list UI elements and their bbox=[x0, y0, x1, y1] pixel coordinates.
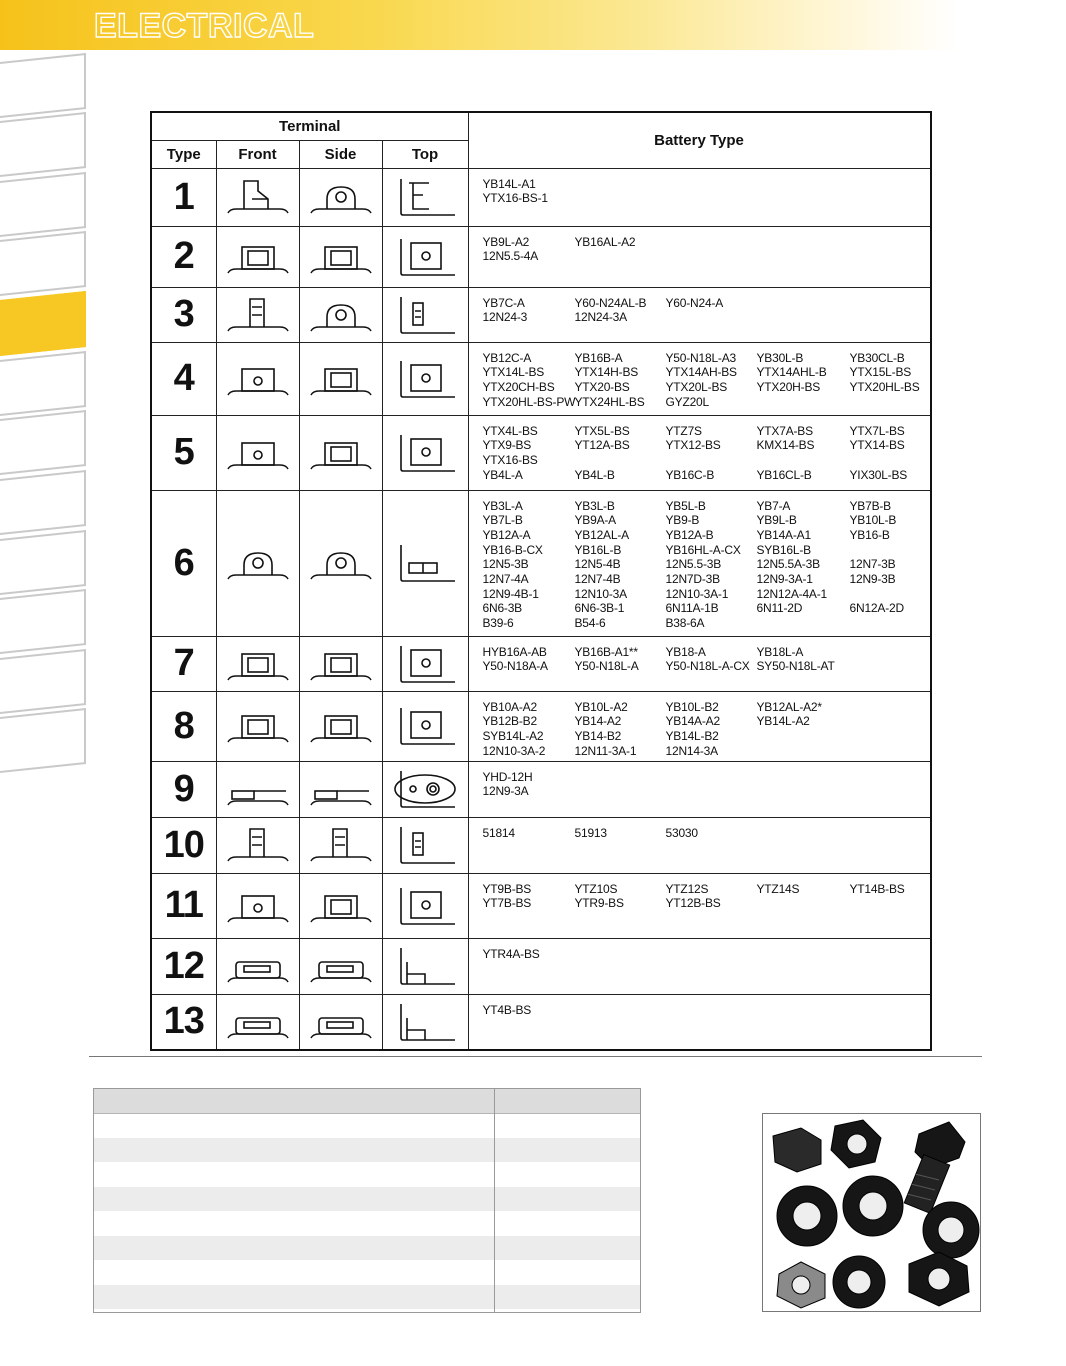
battery-type-code: YB14-B2 bbox=[574, 728, 622, 743]
battery-type-code: YB14L-A1 bbox=[482, 176, 536, 191]
battery-type-code: 12N9-4B-1 bbox=[482, 586, 539, 601]
battery-type-code: YB4L-B bbox=[574, 467, 615, 482]
side-tab[interactable] bbox=[0, 708, 86, 773]
battery-type-code: 12N9-3A bbox=[482, 784, 529, 799]
battery-type-code: 12N24-3 bbox=[482, 310, 528, 325]
terminal-front-cell bbox=[216, 873, 299, 938]
battery-type-code: YB10L-B2 bbox=[665, 699, 719, 714]
terminal-side-3-icon bbox=[305, 293, 377, 337]
battery-type-code: B54-6 bbox=[574, 616, 606, 630]
side-tab[interactable] bbox=[0, 410, 86, 475]
terminal-top-9-icon bbox=[389, 767, 461, 811]
terminal-side-1-icon bbox=[305, 175, 377, 219]
battery-type-header: Battery Type bbox=[468, 112, 931, 168]
section-tabs bbox=[0, 50, 90, 790]
table-row bbox=[151, 168, 931, 226]
battery-type-code: YTX20H-BS bbox=[756, 379, 821, 394]
battery-type-code: YTX15L-BS bbox=[849, 365, 912, 380]
terminal-front-cell bbox=[216, 226, 299, 287]
battery-type-code: 12N9-3A-1 bbox=[756, 571, 813, 586]
battery-type-code: 12N9-3B bbox=[849, 571, 896, 586]
terminal-front-cell bbox=[216, 287, 299, 342]
battery-type-code: 6N12A-2D bbox=[849, 601, 904, 616]
battery-type-code: Y50-N18L-A bbox=[574, 659, 639, 674]
battery-type-code: YB9L-B bbox=[756, 513, 797, 528]
side-tab[interactable] bbox=[0, 589, 86, 654]
terminal-top-cell bbox=[382, 691, 468, 761]
battery-type-code bbox=[850, 700, 930, 715]
terminal-side-cell bbox=[299, 817, 382, 873]
battery-type-code bbox=[850, 645, 930, 660]
type-number: 6 bbox=[151, 490, 216, 636]
terminal-front-13-icon bbox=[222, 1000, 294, 1044]
terminal-front-cell bbox=[216, 168, 299, 226]
terminal-front-cell bbox=[216, 761, 299, 817]
battery-type-code: Y50-N18A-A bbox=[482, 659, 548, 674]
battery-type-code: YTX20CH-BS bbox=[482, 379, 555, 394]
battery-type-code: Y50-N18L-A3 bbox=[665, 350, 737, 365]
battery-type-code: YTX9-BS bbox=[482, 438, 532, 453]
battery-type-cell bbox=[468, 636, 931, 691]
battery-type-code: 6N11-2D bbox=[756, 601, 803, 616]
battery-type-code: YB9L-A2 bbox=[482, 234, 530, 249]
terminal-side-2-icon bbox=[305, 235, 377, 279]
battery-type-code bbox=[757, 235, 850, 250]
battery-type-code: YT9B-BS bbox=[482, 881, 532, 896]
battery-type-code: 12N5.5-4A bbox=[482, 249, 539, 264]
battery-type-code bbox=[757, 729, 850, 744]
battery-type-code: YB14A-A1 bbox=[756, 527, 811, 542]
battery-type-code: YTX5L-BS bbox=[574, 423, 630, 438]
battery-type-code bbox=[850, 543, 930, 558]
type-number: 4 bbox=[151, 342, 216, 415]
terminal-top-cell bbox=[382, 636, 468, 691]
terminal-front-12-icon bbox=[222, 944, 294, 988]
terminal-top-cell bbox=[382, 490, 468, 636]
type-number: 5 bbox=[151, 415, 216, 490]
terminal-front-9-icon bbox=[222, 767, 294, 811]
section-title: ELECTRICAL bbox=[94, 7, 315, 45]
terminal-top-13-icon bbox=[389, 1000, 461, 1044]
type-number: 13 bbox=[151, 994, 216, 1050]
battery-type-cell bbox=[468, 415, 931, 490]
battery-type-code: YTZ14S bbox=[756, 881, 800, 896]
battery-type-cell bbox=[468, 761, 931, 817]
battery-type-code: YB12A-B bbox=[665, 527, 714, 542]
table-row bbox=[151, 817, 931, 873]
battery-type-code: YB14-A2 bbox=[574, 714, 622, 729]
terminal-battery-table bbox=[150, 111, 932, 1051]
terminal-side-cell bbox=[299, 994, 382, 1050]
terminal-top-cell bbox=[382, 761, 468, 817]
battery-type-code: YTX14AHL-B bbox=[756, 365, 827, 380]
table-row bbox=[151, 761, 931, 817]
terminal-front-cell bbox=[216, 994, 299, 1050]
battery-type-code: YTX20HL-BS bbox=[849, 379, 920, 394]
battery-type-code: SYB14L-A2 bbox=[482, 728, 544, 743]
terminal-side-cell bbox=[299, 691, 382, 761]
battery-type-code: YB7B-B bbox=[849, 498, 891, 513]
terminal-front-cell bbox=[216, 817, 299, 873]
terminal-front-1-icon bbox=[222, 175, 294, 219]
terminal-front-cell bbox=[216, 415, 299, 490]
type-column-header: Type bbox=[151, 140, 216, 168]
battery-type-code bbox=[757, 453, 850, 468]
battery-type-code: YB3L-B bbox=[574, 498, 615, 513]
terminal-side-8-icon bbox=[305, 704, 377, 748]
battery-type-code: YB12C-A bbox=[482, 350, 532, 365]
battery-type-code: YB14A-A2 bbox=[665, 714, 720, 729]
terminal-side-9-icon bbox=[305, 767, 377, 811]
battery-type-code bbox=[850, 770, 930, 785]
side-tab[interactable] bbox=[0, 172, 86, 237]
table-row bbox=[151, 415, 931, 490]
spec-table-row bbox=[94, 1187, 640, 1211]
battery-type-code: Y50-N18L-A-CX bbox=[665, 659, 750, 674]
battery-type-code: YTR4A-BS bbox=[482, 946, 540, 961]
battery-type-code: YB30L-B bbox=[756, 350, 804, 365]
battery-type-code: YTX20L-BS bbox=[665, 379, 728, 394]
terminal-front-4-icon bbox=[222, 357, 294, 401]
terminal-top-cell bbox=[382, 287, 468, 342]
battery-type-code bbox=[575, 770, 666, 785]
battery-type-cell bbox=[468, 168, 931, 226]
terminal-top-5-icon bbox=[389, 431, 461, 475]
terminal-front-10-icon bbox=[222, 823, 294, 867]
terminal-front-cell bbox=[216, 691, 299, 761]
battery-type-code: 12N5-3B bbox=[482, 557, 529, 572]
battery-type-code bbox=[666, 453, 757, 468]
terminal-top-8-icon bbox=[389, 704, 461, 748]
battery-type-code: YB16L-B bbox=[574, 542, 622, 557]
side-tab[interactable] bbox=[0, 351, 86, 416]
battery-type-code: YTX14-BS bbox=[849, 438, 905, 453]
battery-type-code: 53030 bbox=[665, 825, 698, 840]
battery-type-code: YB16AL-A2 bbox=[574, 234, 636, 249]
battery-type-code: YB16B-A bbox=[574, 350, 623, 365]
type-number: 9 bbox=[151, 761, 216, 817]
spec-table-divider bbox=[494, 1089, 495, 1312]
battery-type-cell bbox=[468, 287, 931, 342]
table-row bbox=[151, 691, 931, 761]
battery-type-code: 12N12A-4A-1 bbox=[756, 586, 828, 601]
battery-type-code: YT12A-BS bbox=[574, 438, 630, 453]
table-row bbox=[151, 287, 931, 342]
terminal-top-4-icon bbox=[389, 357, 461, 401]
table-row bbox=[151, 938, 931, 994]
terminal-top-1-icon bbox=[389, 175, 461, 219]
spec-table-row bbox=[94, 1138, 640, 1162]
terminal-front-cell bbox=[216, 490, 299, 636]
table-row bbox=[151, 342, 931, 415]
table-row bbox=[151, 873, 931, 938]
battery-type-code bbox=[850, 587, 930, 602]
battery-type-cell bbox=[468, 938, 931, 994]
battery-type-code: YTZ10S bbox=[574, 881, 618, 896]
battery-type-code: 12N10-3A bbox=[574, 586, 627, 601]
terminal-front-cell bbox=[216, 938, 299, 994]
battery-type-code: YB4L-A bbox=[482, 467, 523, 482]
battery-type-code: 12N7D-3B bbox=[665, 571, 720, 586]
battery-type-code bbox=[666, 770, 757, 785]
battery-type-code: YTX14L-BS bbox=[482, 365, 545, 380]
terminal-top-2-icon bbox=[389, 235, 461, 279]
battery-type-code: 51913 bbox=[574, 825, 607, 840]
terminal-side-4-icon bbox=[305, 357, 377, 401]
battery-type-code: KMX14-BS bbox=[756, 438, 815, 453]
terminal-top-cell bbox=[382, 168, 468, 226]
battery-type-code: 6N6-3B-1 bbox=[574, 601, 625, 616]
battery-type-code: YTX7A-BS bbox=[756, 423, 813, 438]
type-number: 7 bbox=[151, 636, 216, 691]
terminal-front-6-icon bbox=[222, 541, 294, 585]
battery-type-code: YB30CL-B bbox=[849, 350, 905, 365]
battery-type-code bbox=[850, 235, 930, 250]
terminal-top-cell bbox=[382, 817, 468, 873]
battery-type-code: YT14B-BS bbox=[849, 881, 905, 896]
terminal-side-cell bbox=[299, 415, 382, 490]
battery-type-code: YTX20-BS bbox=[574, 379, 630, 394]
battery-type-code: YB5L-B bbox=[665, 498, 706, 513]
terminal-top-7-icon bbox=[389, 642, 461, 686]
terminal-front-cell bbox=[216, 636, 299, 691]
battery-type-code: YB16C-B bbox=[665, 467, 715, 482]
battery-type-code bbox=[575, 453, 666, 468]
battery-type-code: YTX12-BS bbox=[665, 438, 721, 453]
hardware-photo bbox=[762, 1113, 981, 1312]
terminal-side-cell bbox=[299, 168, 382, 226]
battery-type-code: 12N24-3A bbox=[574, 310, 627, 325]
battery-type-code bbox=[850, 453, 930, 468]
terminal-top-cell bbox=[382, 873, 468, 938]
battery-type-code: YIX30L-BS bbox=[849, 467, 908, 482]
table-row bbox=[151, 226, 931, 287]
battery-type-code bbox=[757, 296, 850, 311]
battery-type-code: 12N7-4A bbox=[482, 571, 529, 586]
battery-type-code: YB16HL-A-CX bbox=[665, 542, 741, 557]
battery-type-cell bbox=[468, 691, 931, 761]
battery-type-code: YTZ12S bbox=[665, 881, 709, 896]
battery-type-code: YB7-A bbox=[756, 498, 791, 513]
battery-type-code: YB10L-B bbox=[849, 513, 897, 528]
battery-type-cell bbox=[468, 226, 931, 287]
type-number: 3 bbox=[151, 287, 216, 342]
battery-type-code: YB9-B bbox=[665, 513, 700, 528]
battery-type-code: SY50-N18L-AT bbox=[756, 659, 835, 674]
terminal-top-cell bbox=[382, 938, 468, 994]
battery-type-code: YB12AL-A bbox=[574, 527, 629, 542]
battery-type-code bbox=[666, 235, 757, 250]
side-tab[interactable] bbox=[0, 530, 86, 595]
top-column-header: Top bbox=[382, 140, 468, 168]
battery-type-code: 12N11-3A-1 bbox=[574, 743, 637, 758]
battery-type-code: B38-6A bbox=[665, 616, 705, 630]
battery-type-code: YB3L-A bbox=[482, 498, 523, 513]
battery-type-code: 6N11A-1B bbox=[665, 601, 719, 616]
battery-type-code bbox=[575, 177, 666, 192]
terminal-side-cell bbox=[299, 873, 382, 938]
terminal-side-cell bbox=[299, 938, 382, 994]
battery-type-code: YB18L-A bbox=[756, 644, 804, 659]
battery-type-code: 12N7-3B bbox=[849, 557, 896, 572]
side-tab[interactable] bbox=[0, 470, 86, 535]
battery-type-code: 6N6-3B bbox=[482, 601, 522, 616]
terminal-top-6-icon bbox=[389, 541, 461, 585]
type-number: 11 bbox=[151, 873, 216, 938]
terminal-side-cell bbox=[299, 490, 382, 636]
side-column-header: Side bbox=[299, 140, 382, 168]
terminal-front-7-icon bbox=[222, 642, 294, 686]
battery-type-code: 12N5.5-3B bbox=[665, 557, 722, 572]
battery-type-code: Y60-N24-A bbox=[665, 295, 724, 310]
type-number: 10 bbox=[151, 817, 216, 873]
battery-type-code: Y60-N24AL-B bbox=[574, 295, 647, 310]
front-column-header: Front bbox=[216, 140, 299, 168]
battery-type-code: YTX7L-BS bbox=[849, 423, 905, 438]
terminal-front-11-icon bbox=[222, 884, 294, 928]
battery-type-code: B39-6 bbox=[482, 616, 514, 630]
side-tab-active[interactable] bbox=[0, 291, 86, 356]
terminal-top-10-icon bbox=[389, 823, 461, 867]
terminal-top-cell bbox=[382, 342, 468, 415]
battery-type-code: 12N5-4B bbox=[574, 557, 621, 572]
battery-type-code: YTX14H-BS bbox=[574, 365, 639, 380]
terminal-side-5-icon bbox=[305, 431, 377, 475]
battery-type-cell bbox=[468, 994, 931, 1050]
terminal-side-cell bbox=[299, 287, 382, 342]
side-tab[interactable] bbox=[0, 649, 86, 714]
battery-type-code bbox=[850, 296, 930, 311]
terminal-side-cell bbox=[299, 636, 382, 691]
terminal-front-8-icon bbox=[222, 704, 294, 748]
battery-type-code: YB12A-A bbox=[482, 527, 531, 542]
battery-type-code: YHD-12H bbox=[482, 769, 533, 784]
battery-type-code: YTX16-BS bbox=[482, 452, 538, 467]
terminal-side-cell bbox=[299, 761, 382, 817]
battery-type-code: YTX20HL-BS-PW bbox=[482, 394, 576, 409]
terminal-top-cell bbox=[382, 226, 468, 287]
battery-type-code: YB14L-A2 bbox=[756, 714, 810, 729]
terminal-top-11-icon bbox=[389, 884, 461, 928]
side-tab[interactable] bbox=[0, 53, 86, 118]
terminal-side-7-icon bbox=[305, 642, 377, 686]
battery-type-code: 12N14-3A bbox=[665, 743, 718, 758]
battery-type-code: YT7B-BS bbox=[482, 896, 532, 911]
battery-type-code: YTZ7S bbox=[665, 423, 702, 438]
battery-type-code: 12N7-4B bbox=[574, 571, 621, 586]
battery-type-code: YB18-A bbox=[665, 644, 706, 659]
battery-type-code: YTR9-BS bbox=[574, 896, 624, 911]
battery-type-cell bbox=[468, 490, 931, 636]
terminal-side-cell bbox=[299, 342, 382, 415]
table-row bbox=[151, 490, 931, 636]
battery-type-code: YT4B-BS bbox=[482, 1002, 532, 1017]
battery-type-code bbox=[757, 770, 850, 785]
battery-type-code: YB10A-A2 bbox=[482, 699, 537, 714]
battery-type-code bbox=[666, 177, 757, 192]
battery-type-code: YB12AL-A2* bbox=[756, 699, 822, 714]
battery-type-cell bbox=[468, 817, 931, 873]
battery-type-code: GYZ20L bbox=[665, 394, 709, 409]
battery-type-code: YTX4L-BS bbox=[482, 423, 538, 438]
battery-type-code: YB7L-B bbox=[482, 513, 523, 528]
battery-type-code bbox=[850, 729, 930, 744]
terminal-top-3-icon bbox=[389, 293, 461, 337]
battery-type-code bbox=[850, 714, 930, 729]
battery-type-code bbox=[757, 177, 850, 192]
battery-type-code: YB16-B bbox=[849, 527, 890, 542]
battery-type-code: YB9A-A bbox=[574, 513, 616, 528]
table-row bbox=[151, 994, 931, 1050]
type-number: 8 bbox=[151, 691, 216, 761]
terminal-front-5-icon bbox=[222, 431, 294, 475]
battery-type-code: YB7C-A bbox=[482, 295, 525, 310]
side-tab[interactable] bbox=[0, 112, 86, 177]
battery-type-code: YB12B-B2 bbox=[482, 714, 537, 729]
terminal-front-3-icon bbox=[222, 293, 294, 337]
spec-table-header bbox=[94, 1089, 640, 1114]
battery-type-code: YTX24HL-BS bbox=[574, 394, 645, 409]
terminal-side-10-icon bbox=[305, 823, 377, 867]
terminal-top-cell bbox=[382, 994, 468, 1050]
battery-type-code: 12N5.5A-3B bbox=[756, 557, 820, 572]
table-row bbox=[151, 636, 931, 691]
spec-table-row bbox=[94, 1285, 640, 1309]
spec-table bbox=[93, 1088, 641, 1313]
battery-type-code: YB16CL-B bbox=[756, 467, 812, 482]
battery-type-code: HYB16A-AB bbox=[482, 644, 547, 659]
terminal-top-12-icon bbox=[389, 944, 461, 988]
battery-type-code: YTX16-BS-1 bbox=[482, 191, 548, 206]
battery-type-code: SYB16L-B bbox=[756, 542, 811, 557]
battery-type-code: 12N10-3A-2 bbox=[482, 743, 546, 758]
type-number: 12 bbox=[151, 938, 216, 994]
terminal-front-cell bbox=[216, 342, 299, 415]
battery-type-code bbox=[850, 177, 930, 192]
side-tab[interactable] bbox=[0, 231, 86, 296]
section-divider bbox=[89, 1056, 982, 1057]
type-number: 1 bbox=[151, 168, 216, 226]
battery-type-code: YTX14AH-BS bbox=[665, 365, 737, 380]
battery-type-code: YB10L-A2 bbox=[574, 699, 628, 714]
battery-type-code: 51814 bbox=[482, 825, 515, 840]
terminal-front-2-icon bbox=[222, 235, 294, 279]
battery-type-code: YT12B-BS bbox=[665, 896, 721, 911]
terminal-side-cell bbox=[299, 226, 382, 287]
terminal-side-12-icon bbox=[305, 944, 377, 988]
terminal-side-6-icon bbox=[305, 541, 377, 585]
battery-type-cell bbox=[468, 342, 931, 415]
terminal-header: Terminal bbox=[151, 112, 468, 140]
battery-type-code: YB16-B-CX bbox=[482, 542, 543, 557]
type-number: 2 bbox=[151, 226, 216, 287]
terminal-side-11-icon bbox=[305, 884, 377, 928]
spec-table-row bbox=[94, 1236, 640, 1260]
terminal-side-13-icon bbox=[305, 1000, 377, 1044]
battery-type-cell bbox=[468, 873, 931, 938]
section-banner bbox=[0, 0, 1066, 50]
battery-type-code: 12N10-3A-1 bbox=[665, 586, 729, 601]
battery-type-code: YB14L-B2 bbox=[665, 728, 719, 743]
nuts-bolts-washers-image bbox=[763, 1114, 980, 1311]
terminal-top-cell bbox=[382, 415, 468, 490]
battery-type-code: YB16B-A1** bbox=[574, 644, 638, 659]
